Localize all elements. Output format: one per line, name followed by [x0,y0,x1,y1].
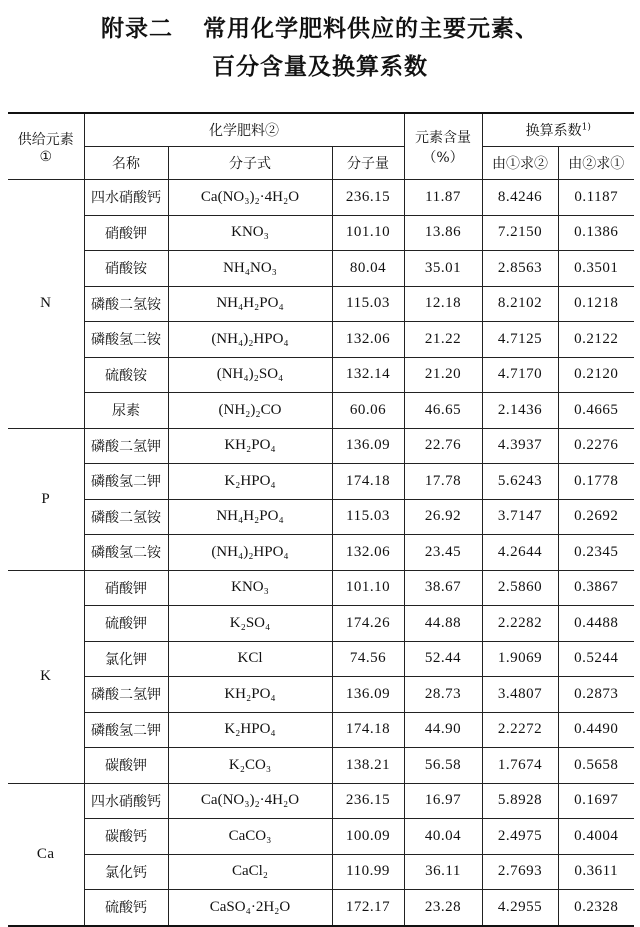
conversion-a-cell: 2.4975 [482,819,558,855]
formula-cell: NH₄NO₃ [168,251,332,287]
conversion-b-cell: 0.5244 [558,641,634,677]
header-content [404,113,482,180]
table-row [8,819,634,855]
molecular-weight-cell: 136.09 [332,677,404,713]
molecular-weight-cell: 110.99 [332,854,404,890]
molecular-weight-cell: 101.10 [332,570,404,606]
conversion-a-cell: 4.2955 [482,890,558,926]
fertilizer-name-cell: 氯化钾 [84,641,168,677]
header-formula: 分子式 [168,147,332,180]
formula-cell: Ca(NO₃)₂·4H₂O [168,783,332,819]
formula-cell: (NH₄)₂HPO₄ [168,322,332,358]
table-row [8,180,634,216]
molecular-weight-cell: 174.26 [332,606,404,642]
element-content-cell: 46.65 [404,393,482,429]
element-content-cell: 21.22 [404,322,482,358]
fertilizer-name-cell: 磷酸二氢铵 [84,286,168,322]
fertilizer-name-cell: 四水硝酸钙 [84,180,168,216]
formula-cell: CaSO₄·2H₂O [168,890,332,926]
element-content-cell: 13.86 [404,215,482,251]
conversion-a-cell: 8.2102 [482,286,558,322]
table-row [8,357,634,393]
formula-cell: KNO₃ [168,570,332,606]
table-row [8,464,634,500]
header-content-unit: （%） [422,149,464,166]
supply-element-cell: N [8,180,84,429]
element-content-cell: 35.01 [404,251,482,287]
element-content-cell: 52.44 [404,641,482,677]
header-conversion-label: 换算系数 [525,123,582,139]
header-conversion [482,113,634,147]
formula-cell: NH₄H₂PO₄ [168,499,332,535]
header-supply-element [8,113,84,180]
header-mw: 分子量 [332,147,404,180]
title-line-2: 百分含量及换算系数 [212,54,428,80]
element-content-cell: 36.11 [404,854,482,890]
conversion-b-cell: 0.2276 [558,428,634,464]
table-row [8,215,634,251]
molecular-weight-cell: 80.04 [332,251,404,287]
table-row [8,641,634,677]
page-title [0,10,640,86]
table-row [8,677,634,713]
element-content-cell: 11.87 [404,180,482,216]
fertilizer-name-cell: 碳酸钙 [84,819,168,855]
table-row [8,535,634,571]
fertilizer-name-cell: 磷酸氢二钾 [84,712,168,748]
supply-element-cell: P [8,428,84,570]
table-row [8,428,634,464]
conversion-a-cell: 1.7674 [482,748,558,784]
molecular-weight-cell: 101.10 [332,215,404,251]
conversion-b-cell: 0.2692 [558,499,634,535]
element-content-cell: 40.04 [404,819,482,855]
formula-cell: CaCO₃ [168,819,332,855]
formula-cell: KH₂PO₄ [168,677,332,713]
table-row [8,570,634,606]
element-content-cell: 56.58 [404,748,482,784]
fertilizer-table [8,112,634,927]
table-row [8,606,634,642]
molecular-weight-cell: 236.15 [332,783,404,819]
conversion-b-cell: 0.2122 [558,322,634,358]
conversion-b-cell: 0.2345 [558,535,634,571]
conversion-a-cell: 3.7147 [482,499,558,535]
conversion-a-cell: 2.8563 [482,251,558,287]
formula-cell: K₂HPO₄ [168,712,332,748]
conversion-b-cell: 0.1697 [558,783,634,819]
header-fertilizer: 化学肥料② [84,113,404,147]
conversion-b-cell: 0.1218 [558,286,634,322]
formula-cell: Ca(NO₃)₂·4H₂O [168,180,332,216]
conversion-a-cell: 4.3937 [482,428,558,464]
table-row [8,783,634,819]
molecular-weight-cell: 174.18 [332,464,404,500]
molecular-weight-cell: 132.06 [332,535,404,571]
title-text-1: 常用化学肥料供应的主要元素、 [203,16,539,42]
molecular-weight-cell: 138.21 [332,748,404,784]
molecular-weight-cell: 74.56 [332,641,404,677]
fertilizer-name-cell: 硝酸钾 [84,215,168,251]
molecular-weight-cell: 132.06 [332,322,404,358]
formula-cell: (NH₄)₂SO₄ [168,357,332,393]
conversion-b-cell: 0.1778 [558,464,634,500]
element-content-cell: 26.92 [404,499,482,535]
table-row [8,499,634,535]
formula-cell: (NH₂)₂CO [168,393,332,429]
fertilizer-name-cell: 硝酸钾 [84,570,168,606]
conversion-a-cell: 1.9069 [482,641,558,677]
formula-cell: K₂SO₄ [168,606,332,642]
conversion-b-cell: 0.4004 [558,819,634,855]
conversion-b-cell: 0.3611 [558,854,634,890]
conversion-a-cell: 2.1436 [482,393,558,429]
fertilizer-name-cell: 磷酸二氢钾 [84,677,168,713]
conversion-a-cell: 4.7170 [482,357,558,393]
table-row [8,251,634,287]
conversion-a-cell: 7.2150 [482,215,558,251]
header-supply-mark: ① [39,148,53,165]
table-row [8,748,634,784]
conversion-b-cell: 0.3501 [558,251,634,287]
appendix-label: 附录二 [101,16,173,42]
formula-cell: NH₄H₂PO₄ [168,286,332,322]
title-line-1 [0,10,640,48]
element-content-cell: 23.28 [404,890,482,926]
fertilizer-name-cell: 磷酸氢二铵 [84,322,168,358]
element-content-cell: 28.73 [404,677,482,713]
fertilizer-name-cell: 磷酸二氢钾 [84,428,168,464]
table-row [8,322,634,358]
table-row [8,854,634,890]
molecular-weight-cell: 100.09 [332,819,404,855]
formula-cell: (NH₄)₂HPO₄ [168,535,332,571]
element-content-cell: 23.45 [404,535,482,571]
fertilizer-name-cell: 硫酸铵 [84,357,168,393]
conversion-a-cell: 2.5860 [482,570,558,606]
fertilizer-name-cell: 碳酸钾 [84,748,168,784]
element-content-cell: 17.78 [404,464,482,500]
fertilizer-name-cell: 硫酸钾 [84,606,168,642]
element-content-cell: 22.76 [404,428,482,464]
supply-element-cell: K [8,570,84,783]
conversion-b-cell: 0.5658 [558,748,634,784]
conversion-a-cell: 8.4246 [482,180,558,216]
table-row [8,286,634,322]
conversion-a-cell: 5.6243 [482,464,558,500]
conversion-b-cell: 0.2873 [558,677,634,713]
table-row [8,890,634,926]
conversion-b-cell: 0.4665 [558,393,634,429]
formula-cell: KCl [168,641,332,677]
conversion-a-cell: 2.2272 [482,712,558,748]
fertilizer-name-cell: 四水硝酸钙 [84,783,168,819]
molecular-weight-cell: 60.06 [332,393,404,429]
molecular-weight-cell: 132.14 [332,357,404,393]
element-content-cell: 21.20 [404,357,482,393]
header-supply-element-label: 供给元素 [17,131,74,148]
formula-cell: KH₂PO₄ [168,428,332,464]
table-header [8,113,634,180]
header-conv-a: 由①求② [482,147,558,180]
header-conversion-note: 1) [581,122,591,133]
table-row [8,712,634,748]
molecular-weight-cell: 172.17 [332,890,404,926]
header-conv-b: 由②求① [558,147,634,180]
fertilizer-name-cell: 尿素 [84,393,168,429]
fertilizer-name-cell: 硝酸铵 [84,251,168,287]
table-row [8,393,634,429]
molecular-weight-cell: 115.03 [332,286,404,322]
fertilizer-name-cell: 磷酸氢二钾 [84,464,168,500]
conversion-b-cell: 0.2328 [558,890,634,926]
conversion-b-cell: 0.4490 [558,712,634,748]
conversion-a-cell: 3.4807 [482,677,558,713]
conversion-a-cell: 2.2282 [482,606,558,642]
element-content-cell: 12.18 [404,286,482,322]
fertilizer-name-cell: 磷酸二氢铵 [84,499,168,535]
conversion-b-cell: 0.2120 [558,357,634,393]
element-content-cell: 16.97 [404,783,482,819]
conversion-a-cell: 4.2644 [482,535,558,571]
element-content-cell: 38.67 [404,570,482,606]
element-content-cell: 44.88 [404,606,482,642]
conversion-b-cell: 0.4488 [558,606,634,642]
element-content-cell: 44.90 [404,712,482,748]
conversion-b-cell: 0.1187 [558,180,634,216]
formula-cell: K₂CO₃ [168,748,332,784]
molecular-weight-cell: 174.18 [332,712,404,748]
supply-element-cell: Ca [8,783,84,926]
molecular-weight-cell: 236.15 [332,180,404,216]
conversion-b-cell: 0.3867 [558,570,634,606]
conversion-a-cell: 2.7693 [482,854,558,890]
molecular-weight-cell: 115.03 [332,499,404,535]
conversion-a-cell: 4.7125 [482,322,558,358]
formula-cell: K₂HPO₄ [168,464,332,500]
header-name: 名称 [84,147,168,180]
table-body [8,180,634,926]
formula-cell: KNO₃ [168,215,332,251]
header-content-label: 元素含量 [415,129,472,146]
fertilizer-name-cell: 氯化钙 [84,854,168,890]
conversion-b-cell: 0.1386 [558,215,634,251]
conversion-a-cell: 5.8928 [482,783,558,819]
fertilizer-name-cell: 硫酸钙 [84,890,168,926]
formula-cell: CaCl₂ [168,854,332,890]
molecular-weight-cell: 136.09 [332,428,404,464]
fertilizer-name-cell: 磷酸氢二铵 [84,535,168,571]
